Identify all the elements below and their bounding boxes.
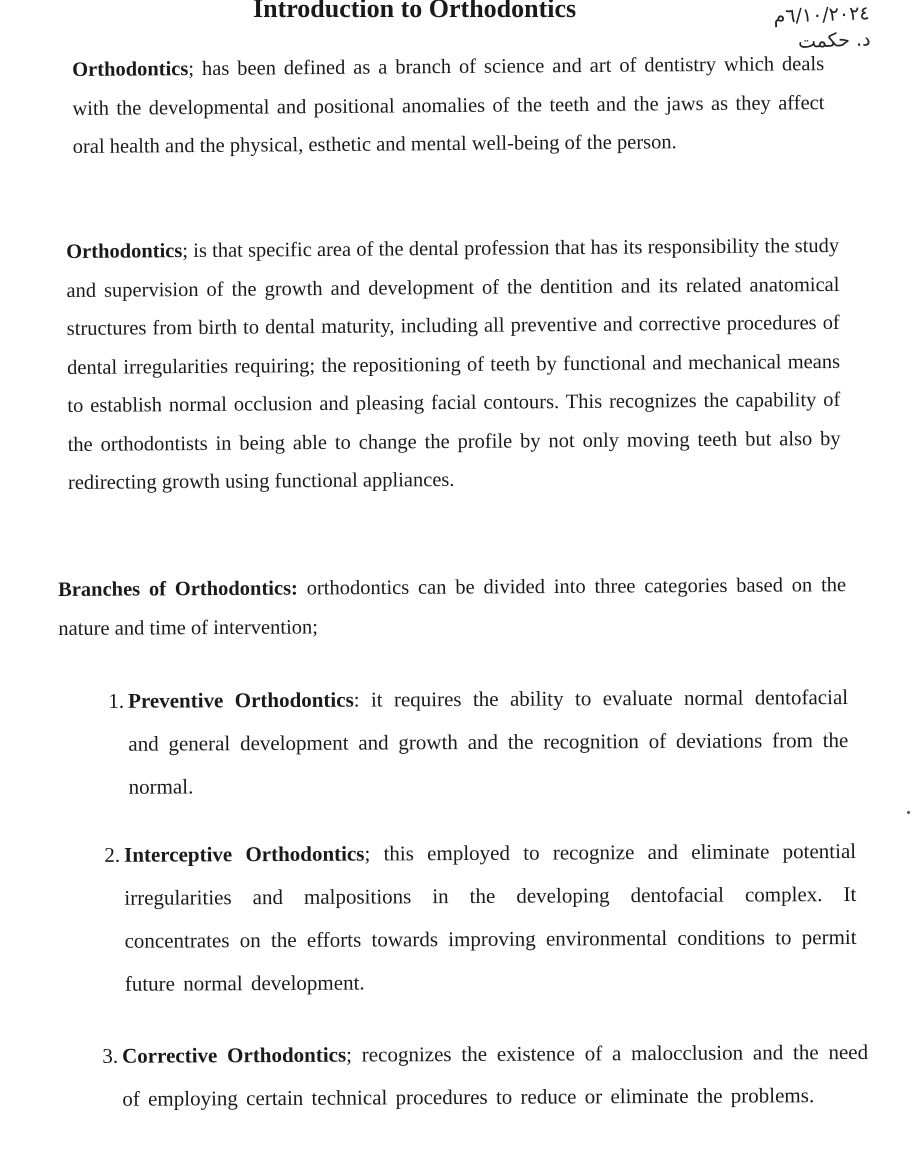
branches-intro-text: orthodontics can be divided into three categories based on the nature and time of intervention; xyxy=(58,574,847,640)
handwritten-date: ٦/١٠/٢٠٢٤م xyxy=(773,2,870,28)
definition-paragraph-2 xyxy=(66,227,841,503)
definition-1-term: Orthodontics xyxy=(72,58,189,81)
list-item-term: Interceptive Orthodontics xyxy=(124,841,365,867)
definition-2-text: ; is that specific area of the dental profession that has its responsibility the study and supervision of the growth and development of the dentition and its related anatomical structures from birth to dental maturity, including all preventive and corrective procedures of dental irregularities requiring; the repositioning of teeth by functional and mechanical means to establish normal occlusion and pleasing facial contours. This recognizes the capability of the orthodontists in being able to change the profile by not only moving teeth but also by redirecting growth using functional appliances. xyxy=(66,234,841,494)
list-item-text: ; recognizes the existence of a malocclusion and the need of employing certain technical procedures to reduce or eliminate the problems. xyxy=(122,1039,869,1111)
list-item-number: 3. xyxy=(102,1043,119,1068)
list-item xyxy=(88,676,849,809)
list-item-term: Corrective Orthodontics xyxy=(122,1042,347,1068)
branches-heading: Branches of Orthodontics: xyxy=(58,577,298,601)
list-item-number: 1. xyxy=(108,688,125,713)
scan-speck xyxy=(907,811,910,814)
list-item-number: 2. xyxy=(104,842,121,867)
handwritten-name: د. حكمت xyxy=(797,28,871,53)
list-item-text: ; this employed to recognize and eliminate potential irregularities and malpositions in the developing dentofacial complex. It concentrates on the efforts towards improving environmental conditions to permit future normal development. xyxy=(124,838,857,996)
definition-1-text: ; has been defined as a branch of science and art of dentistry which deals with the developmental and positional anomalies of the teeth and the jaws as they affect oral health and the physical, esthetic and mental well-being of the person. xyxy=(72,53,825,158)
definition-2-term: Orthodontics xyxy=(66,240,183,263)
list-item-term: Preventive Orthodontics xyxy=(128,687,354,713)
page-title: Introduction to Orthodontics xyxy=(253,0,577,23)
definition-paragraph-1 xyxy=(72,45,825,166)
list-item xyxy=(84,830,857,1006)
list-item xyxy=(82,1031,868,1121)
list-item-text: : it requires the ability to evaluate normal dentofacial and general development and growth and the recognition of deviations from the normal. xyxy=(128,685,849,799)
branches-intro-paragraph xyxy=(58,566,846,648)
